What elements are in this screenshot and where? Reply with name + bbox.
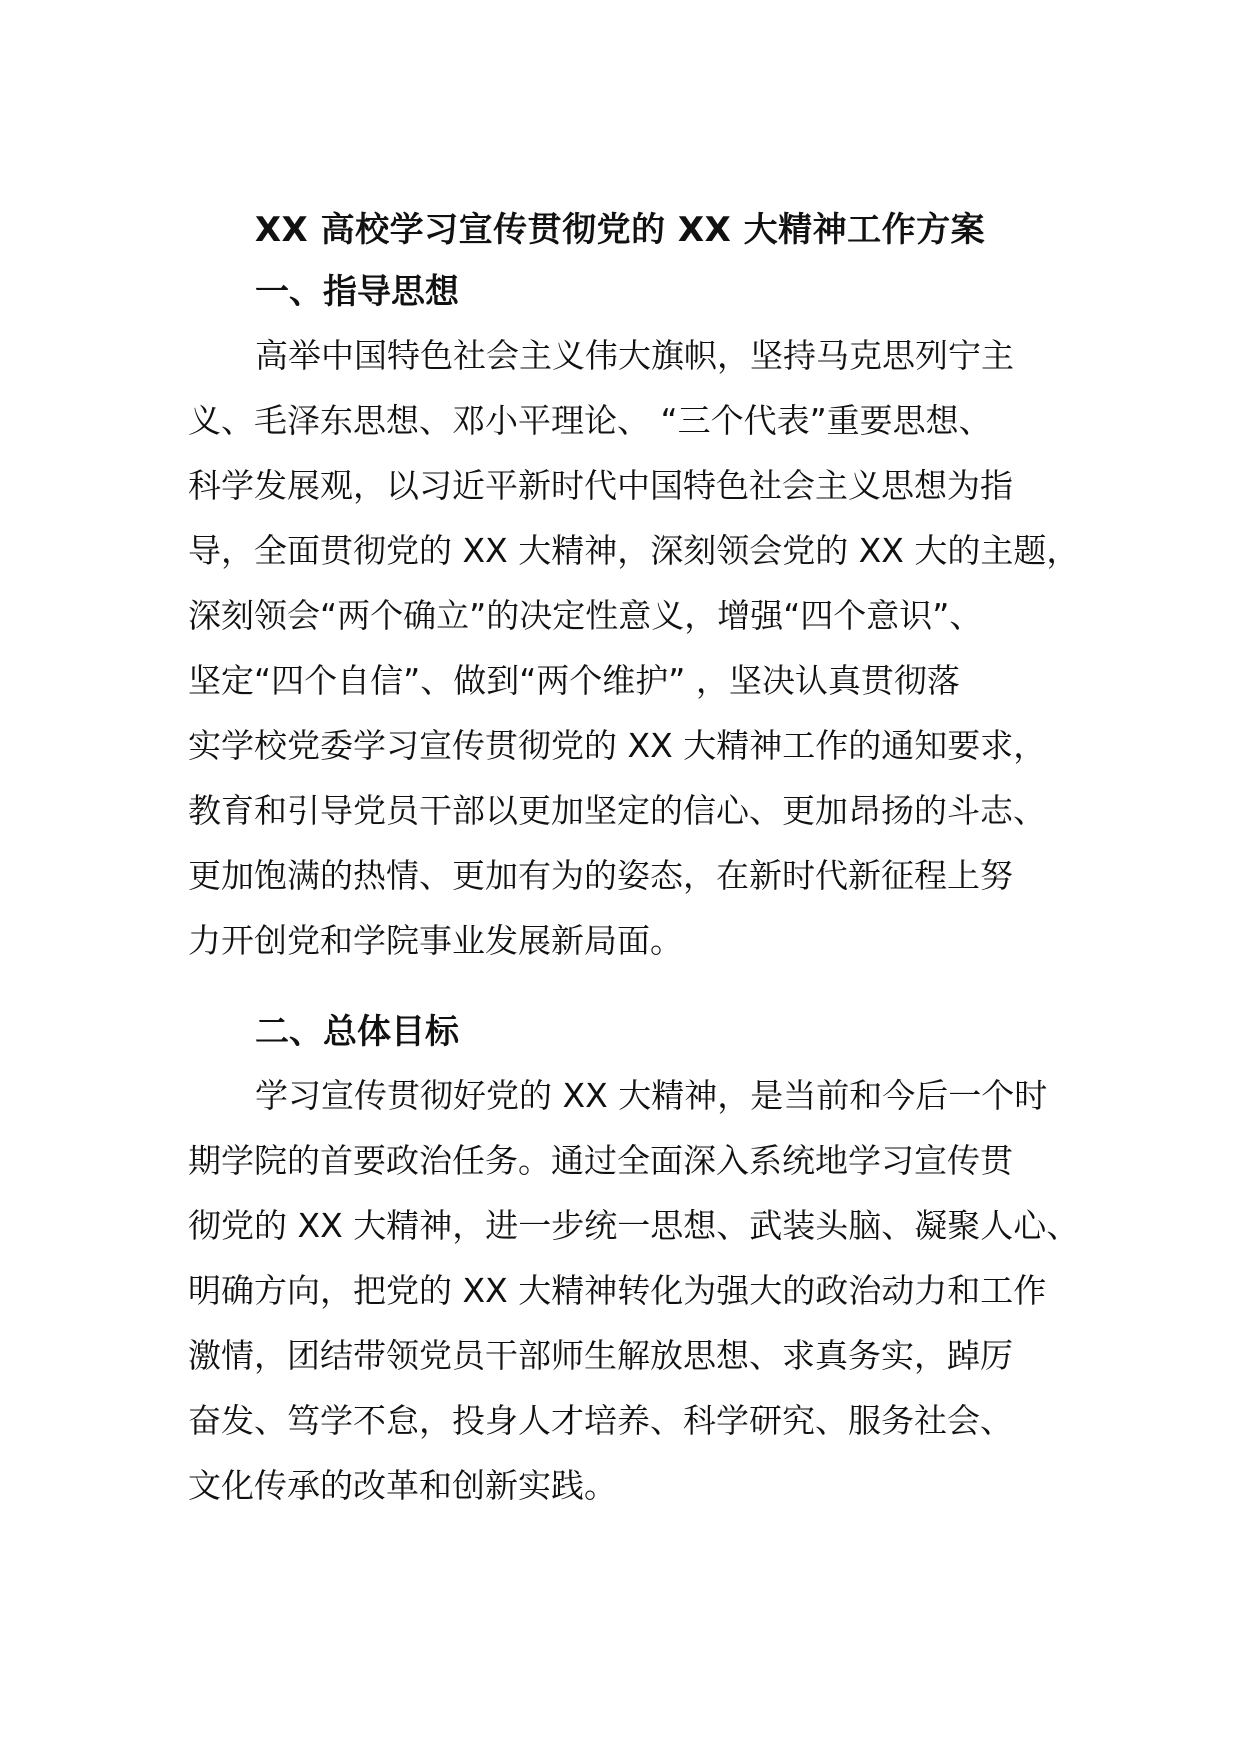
section-heading-overall-goal: 二、总体目标	[255, 1012, 459, 1052]
paragraph-line: 更加饱满的热情、更加有为的姿态，在新时代新征程上努	[188, 856, 1013, 895]
paragraph-line: 期学院的首要政治任务。通过全面深入系统地学习宣传贯	[188, 1141, 1013, 1180]
paragraph-line: 科学发展观，以习近平新时代中国特色社会主义思想为指	[188, 466, 1013, 505]
paragraph-line: 义、毛泽东思想、邓小平理论、 “三个代表”重要思想、	[188, 401, 992, 440]
section-2-paragraph	[188, 1063, 1080, 1518]
paragraph-line: 奋发、笃学不怠，投身人才培养、科学研究、服务社会、	[188, 1401, 1013, 1440]
paragraph-line: 文化传承的改革和创新实践。	[188, 1466, 617, 1505]
paragraph-line: 学习宣传贯彻好党的 XX 大精神，是当前和今后一个时	[255, 1076, 1048, 1115]
paragraph-line: 激情，团结带领党员干部师生解放思想、求真务实，踔厉	[188, 1336, 1013, 1375]
paragraph-line: 教育和引导党员干部以更加坚定的信心、更加昂扬的斗志、	[188, 791, 1046, 830]
document-title: XX 高校学习宣传贯彻党的 XX 大精神工作方案	[254, 210, 986, 250]
section-1-paragraph	[188, 323, 1080, 973]
section-heading-guiding-ideology: 一、指导思想	[255, 272, 459, 312]
paragraph-line: 高举中国特色社会主义伟大旗帜，坚持马克思列宁主	[255, 336, 1014, 375]
paragraph-line: 坚定“四个自信”、做到“两个维护” ，坚决认真贯彻落	[188, 661, 960, 700]
paragraph-line: 彻党的 XX 大精神，进一步统一思想、武装头脑、凝聚人心、	[188, 1206, 1080, 1245]
paragraph-line: 力开创党和学院事业发展新局面。	[188, 921, 683, 960]
paragraph-line: 实学校党委学习宣传贯彻党的 XX 大精神工作的通知要求，	[188, 726, 1047, 765]
paragraph-line: 导，全面贯彻党的 XX 大精神，深刻领会党的 XX 大的主题，	[188, 531, 1080, 570]
paragraph-line: 明确方向，把党的 XX 大精神转化为强大的政治动力和工作	[188, 1271, 1047, 1310]
paragraph-line: 深刻领会“两个确立”的决定性意义，增强“四个意识”、	[188, 596, 983, 635]
